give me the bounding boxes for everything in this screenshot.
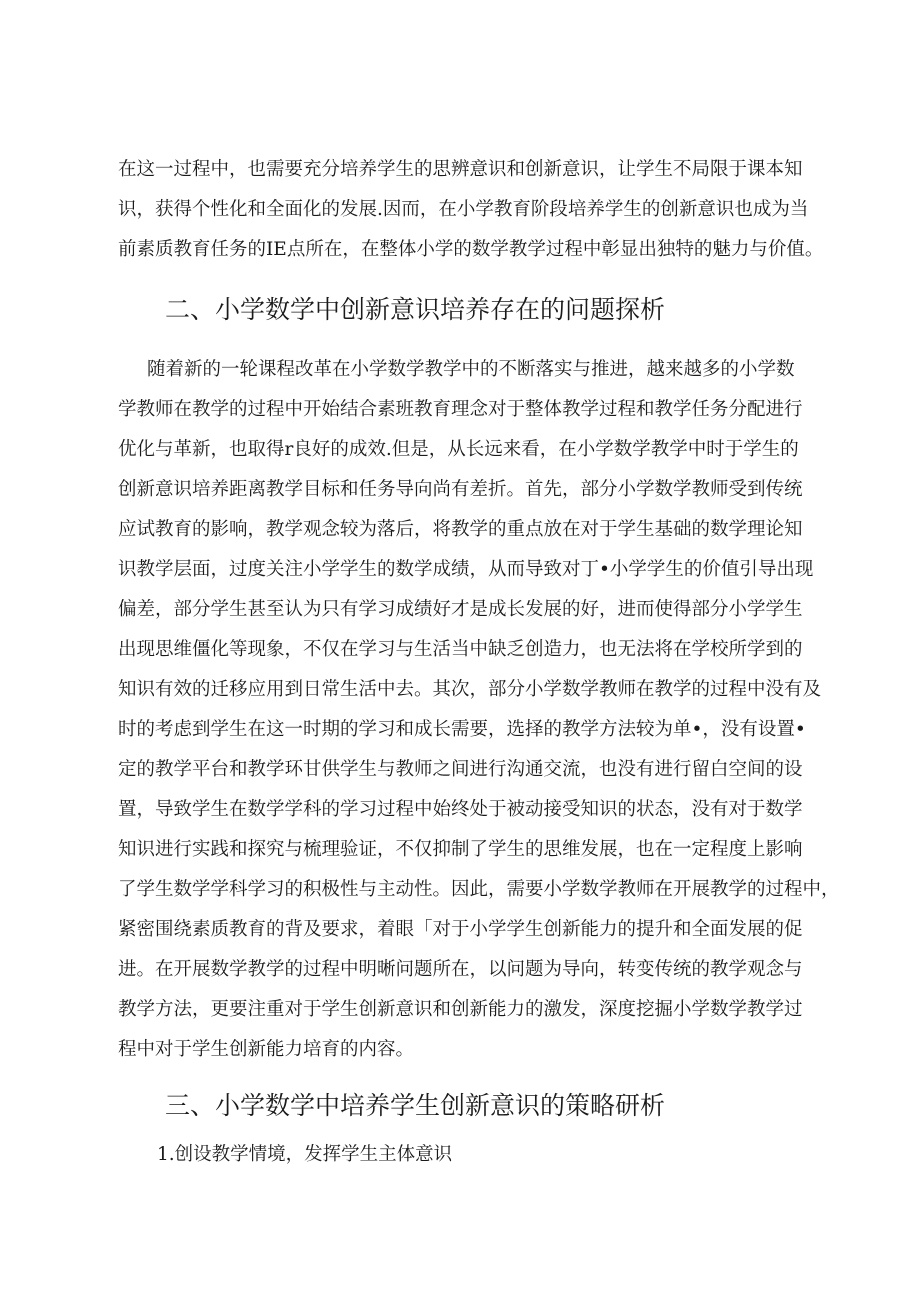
- paragraph2-line-4: 创新意识培养距离教学目标和任务导向尚有差折。首先，部分小学数学教师受到传统: [118, 479, 803, 500]
- paragraph2-line-18: 程中对于学生创新能力培育的内容。: [118, 1039, 415, 1060]
- paragraph2-line-13: 知识进行实践和探究与梳理验证，不仅抑制了学生的思维发展，也在一定程度上影响: [118, 839, 803, 860]
- paragraph2-line-2: 学教师在教学的过程中开始结合素班教育理念对于整体教学过程和教学任务分配进行: [118, 399, 803, 420]
- paragraph2-line-9: 知识有效的迁移应用到日常生活中去。其次，部分小学数学教师在教学的过程中没有及: [118, 679, 822, 700]
- section-heading-3: 三、小学数学中培养学生创新意识的策略研析: [165, 1091, 666, 1120]
- paragraph2-line-11: 定的教学平台和教学环甘供学生与教师之间进行沟通交流，也没有进行留白空间的设: [118, 759, 803, 780]
- paragraph2-line-16: 进。在开展数学教学的过程中明晰问题所在，以问题为导向，转变传统的教学观念与: [118, 959, 803, 980]
- section-heading-2: 二、小学数学中创新意识培养存在的问题探析: [165, 295, 666, 324]
- paragraph2-line-12: 置，导致学生在数学学科的学习过程中始终处于被动接受知识的状态，没有对于数学: [118, 799, 803, 820]
- paragraph2-line-10: 时的考虑到学生在这一时期的学习和成长需要，选择的教学方法较为单•，没有设置•: [118, 719, 806, 740]
- paragraph2-line-8: 出现思维僵化等现象，不仅在学习与生活当中缺乏创造力，也无法将在学校所学到的: [118, 639, 803, 660]
- paragraph1-line-1: 在这一过程中，也需要充分培养学生的思辨意识和创新意识，让学生不局限于课本知: [118, 159, 803, 180]
- paragraph1-line-2: 识，获得个性化和全面化的发展.因而，在小学教育阶段培养学生的创新意识也成为当: [118, 199, 809, 220]
- paragraph2-line-7: 偏差，部分学生甚至认为只有学习成绩好才是成长发展的好，进而使得部分小学学生: [118, 599, 803, 620]
- paragraph2-line-15: 紧密围绕素质教育的背及要求，着眼「对于小学学生创新能力的提升和全面发展的促: [118, 919, 803, 940]
- paragraph1-line-3: 前素质教育任务的IE点所在，在整体小学的数学教学过程中彰显出独特的魅力与价值。: [118, 239, 824, 260]
- paragraph2-line-1: 随着新的一轮课程改革在小学数学教学中的不断落实与推进，越来越多的小学数: [147, 359, 795, 380]
- paragraph2-line-6: 识教学层面，过度关注小学学生的数学成绩，从而导致对丁•小学学生的价值引导出现: [118, 559, 814, 580]
- paragraph2-line-3: 优化与革新，也取得r良好的成效.但是，从长远来看，在小学数学教学中时于学生的: [118, 439, 799, 460]
- paragraph2-line-17: 教学方法，更要注重对于学生创新意识和创新能力的激发，深度挖掘小学数学教学过: [118, 999, 803, 1020]
- subsection-heading-1: 1.创设教学情境，发挥学生主体意识: [157, 1144, 453, 1165]
- paragraph2-line-5: 应试教育的影响，教学观念较为落后，将教学的重点放在对于学生基础的数学理论知: [118, 519, 803, 540]
- paragraph2-line-14: 了学生数学学科学习的积极性与主动性。因此，需要小学数学教师在开展教学的过程中，: [118, 879, 840, 900]
